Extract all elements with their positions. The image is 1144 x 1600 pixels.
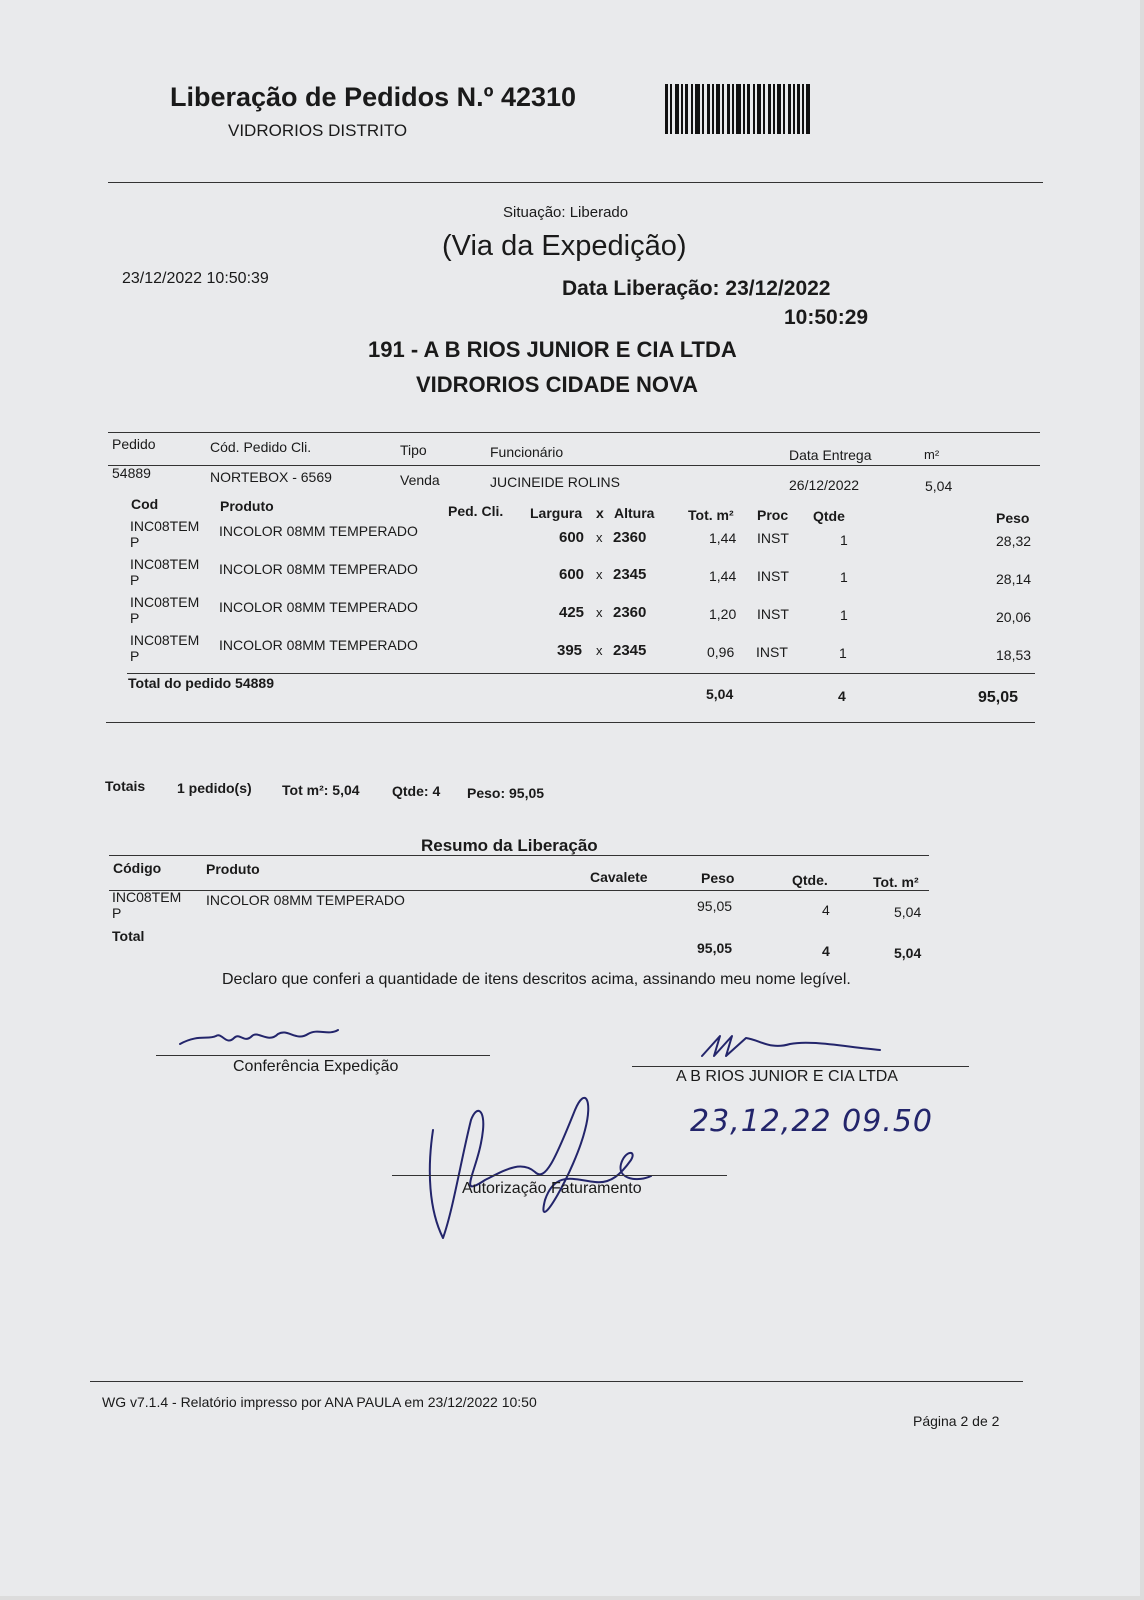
col-data-entrega: Data Entrega	[789, 447, 872, 463]
items-col-proc: Proc	[757, 507, 789, 523]
divider	[106, 722, 1035, 723]
signature-autorizacao	[425, 1090, 665, 1240]
barcode	[665, 84, 830, 134]
item-tot-m2: 1,20	[709, 606, 737, 622]
items-col-ped-cli: Ped. Cli.	[448, 503, 504, 519]
client-name: 191 - A B RIOS JUNIOR E CIA LTDA	[368, 337, 737, 362]
item-proc: INST	[757, 530, 789, 546]
items-col-peso: Peso	[996, 510, 1030, 526]
divider	[109, 855, 929, 856]
summary-col-tot-m2: Tot. m²	[873, 874, 919, 890]
totals-qtde: Qtde: 4	[392, 783, 441, 799]
col-pedido: Pedido	[112, 436, 156, 452]
item-qtde: 1	[840, 607, 848, 623]
signature-conferencia	[178, 1022, 348, 1052]
items-col-produto: Produto	[220, 498, 274, 514]
signature-line	[632, 1066, 969, 1067]
col-tipo: Tipo	[400, 442, 427, 458]
summary-total-peso: 95,05	[697, 940, 733, 956]
via-label: (Via da Expedição)	[442, 230, 687, 262]
order-data-entrega: 26/12/2022	[789, 477, 860, 493]
autorizacao-label: Autorização Faturamento	[462, 1180, 642, 1197]
situation: Situação: Liberado	[503, 204, 629, 221]
item-produto: INCOLOR 08MM TEMPERADO	[219, 599, 418, 615]
order-total-peso: 95,05	[978, 689, 1019, 706]
totals-pedidos: 1 pedido(s)	[177, 780, 252, 796]
item-largura: 600	[559, 566, 585, 583]
summary-col-qtde: Qtde.	[792, 872, 828, 888]
printed-datetime: 23/12/2022 10:50:39	[122, 270, 269, 287]
signature-company	[700, 1030, 890, 1060]
item-x: x	[596, 643, 603, 658]
item-proc: INST	[757, 606, 789, 622]
totals-label: Totais	[105, 778, 146, 794]
item-largura: 395	[557, 642, 583, 659]
summary-cod: INC08TEM P	[112, 889, 182, 921]
order-m2: 5,04	[925, 478, 953, 494]
order-total-m2: 5,04	[706, 686, 734, 702]
col-funcionario: Funcionário	[490, 444, 564, 460]
summary-peso: 95,05	[697, 898, 733, 914]
item-altura: 2345	[613, 642, 647, 659]
items-col-x: x	[596, 505, 604, 521]
item-cod: INC08TEM P	[130, 518, 200, 550]
items-col-altura: Altura	[614, 505, 655, 521]
item-tot-m2: 1,44	[709, 568, 737, 584]
page-number: Página 2 de 2	[913, 1413, 1000, 1429]
item-peso: 20,06	[996, 609, 1032, 625]
order-total-label: Total do pedido 54889	[128, 675, 274, 691]
item-proc: INST	[757, 568, 789, 584]
summary-tot-m2: 5,04	[894, 904, 922, 920]
item-x: x	[596, 605, 603, 620]
divider	[109, 890, 929, 891]
document-title: Liberação de Pedidos N.º 42310	[170, 82, 577, 112]
signature-line	[392, 1175, 727, 1176]
declaration: Declaro que conferi a quantidade de itens descritos acima, assinando meu nome legível.	[222, 971, 851, 988]
item-cod: INC08TEM P	[130, 556, 200, 588]
items-col-cod: Cod	[131, 496, 159, 512]
item-altura: 2345	[613, 566, 647, 583]
item-largura: 425	[559, 604, 585, 621]
col-cod-pedido-cli: Cód. Pedido Cli.	[210, 439, 312, 455]
item-qtde: 1	[840, 532, 848, 548]
release-date: Data Liberação: 23/12/2022	[562, 277, 831, 300]
divider	[90, 1381, 1023, 1382]
summary-produto: INCOLOR 08MM TEMPERADO	[206, 892, 405, 908]
item-qtde: 1	[840, 569, 848, 585]
signature-line	[156, 1055, 490, 1056]
order-funcionario: JUCINEIDE ROLINS	[490, 474, 620, 490]
item-tot-m2: 1,44	[709, 530, 737, 546]
item-produto: INCOLOR 08MM TEMPERADO	[219, 637, 418, 653]
item-largura: 600	[559, 529, 585, 546]
col-m2: m²	[924, 447, 940, 462]
summary-title: Resumo da Liberação	[421, 836, 598, 855]
item-altura: 2360	[613, 529, 647, 546]
client-store: VIDRORIOS CIDADE NOVA	[416, 372, 698, 397]
item-altura: 2360	[613, 604, 647, 621]
printed-by: WG v7.1.4 - Relatório impresso por ANA PAULA em 23/12/2022 10:50	[102, 1394, 537, 1410]
item-tot-m2: 0,96	[707, 644, 735, 660]
item-cod: INC08TEM P	[130, 632, 200, 664]
item-produto: INCOLOR 08MM TEMPERADO	[219, 561, 418, 577]
item-qtde: 1	[839, 645, 847, 661]
item-peso: 18,53	[996, 647, 1032, 663]
item-x: x	[596, 530, 603, 545]
item-produto: INCOLOR 08MM TEMPERADO	[219, 523, 418, 539]
branch-name: VIDRORIOS DISTRITO	[228, 121, 408, 140]
summary-total-m2: 5,04	[894, 945, 922, 961]
order-cod-cli: NORTEBOX - 6569	[210, 469, 332, 485]
divider	[108, 432, 1040, 433]
divider	[108, 182, 1043, 183]
divider	[108, 465, 1040, 466]
item-peso: 28,14	[996, 571, 1032, 587]
release-time: 10:50:29	[784, 306, 869, 329]
item-x: x	[596, 567, 603, 582]
items-col-largura: Largura	[530, 505, 583, 521]
totals-peso: Peso: 95,05	[467, 785, 545, 801]
item-cod: INC08TEM P	[130, 594, 200, 626]
totals-m2: Tot m²: 5,04	[282, 782, 360, 798]
divider	[127, 673, 1035, 674]
summary-total-qtde: 4	[822, 943, 830, 959]
order-tipo: Venda	[400, 472, 440, 488]
summary-qtde: 4	[822, 902, 830, 918]
item-peso: 28,32	[996, 533, 1032, 549]
summary-col-codigo: Código	[113, 860, 162, 876]
summary-col-produto: Produto	[206, 861, 260, 877]
order-number: 54889	[112, 465, 151, 481]
summary-col-cavalete: Cavalete	[590, 869, 648, 885]
handwritten-date: 23,12,22 09.50	[690, 1104, 934, 1139]
summary-total-label: Total	[112, 928, 145, 944]
company-label: A B RIOS JUNIOR E CIA LTDA	[676, 1068, 898, 1085]
items-col-tot-m2: Tot. m²	[688, 507, 734, 523]
conferencia-label: Conferência Expedição	[233, 1058, 399, 1075]
items-col-qtde: Qtde	[813, 508, 845, 524]
item-proc: INST	[756, 644, 788, 660]
summary-col-peso: Peso	[701, 870, 735, 886]
order-total-qtde: 4	[838, 688, 846, 704]
